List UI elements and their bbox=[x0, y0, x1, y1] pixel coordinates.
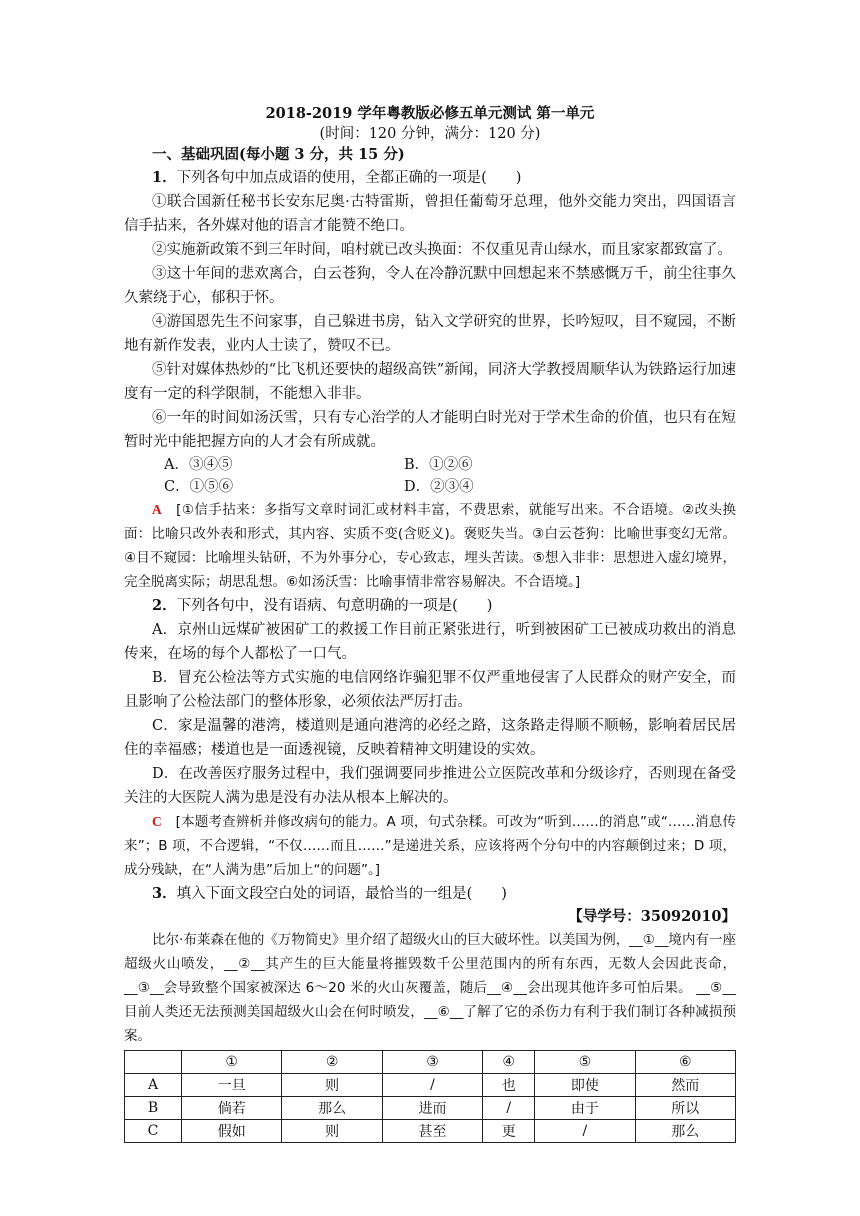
table-cell: 然而 bbox=[635, 1074, 735, 1097]
table-cell: ④ bbox=[483, 1051, 535, 1074]
option-c: C．①⑤⑥ bbox=[164, 479, 234, 495]
table-cell: 也 bbox=[483, 1074, 535, 1097]
table-cell: ② bbox=[282, 1051, 382, 1074]
option-d: D．②③④ bbox=[404, 479, 474, 495]
question-number: 1． bbox=[152, 169, 177, 186]
question-stem: 填入下面文段空白处的词语，最恰当的一组是( ) bbox=[176, 886, 507, 902]
q1-item-5: ⑤针对媒体热炒的“比飞机还要快的超级高铁”新闻，同济大学教授周顺华认为铁路运行加速度有一定的科学限制，不能想入非非。 bbox=[124, 362, 736, 402]
answer-explanation: [本题考查辨析并修改病句的能力。A 项，句式杂糅。可改为“听到……的消息”或“……消息传来”；B 项，不合逻辑，“不仅……而且……”是递进关系，应该将两个分句中的内容颠倒过来；D 项，成分残缺，在“人满为患”后加上“的问题”。] bbox=[124, 814, 736, 878]
section-heading: 一、基础巩固(每小题 3 分，共 15 分) bbox=[152, 146, 405, 163]
table-cell: 倘若 bbox=[182, 1097, 282, 1120]
q2-option-b: B．冒充公检法等方式实施的电信网络诈骗犯罪不仅严重地侵害了人民群众的财产安全，而且影响了公检法部门的整体形象，必须依法严厉打击。 bbox=[124, 670, 736, 710]
question-number: 2． bbox=[152, 597, 177, 614]
q2-option-d: D．在改善医疗服务过程中，我们强调要同步推进公立医院改革和分级诊疗，否则现在备受关注的大医院人满为患是没有办法从根本上解决的。 bbox=[124, 766, 736, 806]
table-row bbox=[125, 1074, 736, 1097]
q1-item-2: ②实施新政策不到三年时间，咱村就已改头换面：不仅重见青山绿水，而且家家都致富了。 bbox=[152, 242, 732, 258]
q1-item-4: ④游国恩先生不问家事，自己躲进书房，钻入文学研究的世界，长吟短叹，目不窥园，不断地有新作发表，业内人士读了，赞叹不已。 bbox=[124, 314, 736, 354]
table-cell: / bbox=[535, 1120, 635, 1143]
q2-option-c: C．家是温馨的港湾，楼道则是通向港湾的必经之路，这条路走得顺不顺畅，影响着居民居住的幸福感；楼道也是一面透视镜，反映着精神文明建设的实效。 bbox=[124, 718, 736, 758]
q1-item-1: ①联合国新任秘书长安东尼奥·古特雷斯，曾担任葡萄牙总理，他外交能力突出，四国语言信手拈来，各外媒对他的语言才能赞不绝口。 bbox=[124, 194, 736, 234]
table-cell: 即使 bbox=[535, 1074, 635, 1097]
question-stem: 下列各句中，没有语病、句意明确的一项是( ) bbox=[176, 598, 493, 614]
table-cell: 那么 bbox=[282, 1097, 382, 1120]
doc-title: 2018-2019 学年粤教版必修五单元测试 第一单元 bbox=[265, 105, 595, 122]
table-cell bbox=[125, 1051, 182, 1074]
answer-letter: C bbox=[152, 814, 162, 829]
q1-answer bbox=[124, 498, 736, 594]
doc-subtitle: (时间：120 分钟，满分：120 分) bbox=[319, 126, 541, 142]
table-row bbox=[125, 1097, 736, 1120]
table-cell: / bbox=[382, 1074, 482, 1097]
q2-answer bbox=[124, 810, 736, 882]
document-page bbox=[124, 104, 736, 1143]
table-cell: C bbox=[125, 1120, 182, 1143]
option-b: B．①②⑥ bbox=[404, 457, 473, 473]
table-header-row bbox=[125, 1051, 736, 1074]
guide-number: 【导学号：35092010】 bbox=[568, 908, 736, 925]
table-cell: ① bbox=[182, 1051, 282, 1074]
option-a: A．③④⑤ bbox=[164, 457, 233, 473]
table-row bbox=[125, 1120, 736, 1143]
table-cell: 假如 bbox=[182, 1120, 282, 1143]
table-cell: 则 bbox=[282, 1074, 382, 1097]
q1-options-row-2 bbox=[164, 476, 736, 498]
table-cell: 一旦 bbox=[182, 1074, 282, 1097]
question-3 bbox=[124, 882, 736, 906]
q2-option-a: A．京州山远煤矿被困矿工的救援工作目前正紧张进行，听到被困矿工已被成功救出的消息传来，在场的每个人都松了一口气。 bbox=[124, 622, 736, 662]
question-1 bbox=[124, 166, 736, 190]
table-cell: / bbox=[483, 1097, 535, 1120]
table-cell: B bbox=[125, 1097, 182, 1120]
table-cell: 所以 bbox=[635, 1097, 735, 1120]
q1-item-3: ③这十年间的悲欢离合，白云苍狗，令人在冷静沉默中回想起来不禁感慨万千，前尘往事久久萦绕于心，郁积于怀。 bbox=[124, 266, 736, 306]
q3-passage: 比尔·布莱森在他的《万物简史》里介绍了超级火山的巨大破坏性。以美国为例，__①__境内有一座超级火山喷发，__②__其产生的巨大能量将摧毁数千公里范围内的所有东西，无数人会因此丧命，__③__会导致整个国家被深达 6～20 米的火山灰覆盖，随后__④__会出现其他许多可怕后果。 __⑤__目前人类还无法预测美国超级火山会在何时喷发，__⑥__了解了它的杀伤力有利于我们制订各种减损预案。 bbox=[124, 932, 736, 1044]
q1-item-6: ⑥一年的时间如汤沃雪，只有专心治学的人才能明白时光对于学术生命的价值，也只有在短暂时光中能把握方向的人才会有所成就。 bbox=[124, 410, 736, 450]
table-cell: A bbox=[125, 1074, 182, 1097]
answer-letter: A bbox=[152, 502, 162, 517]
question-stem: 下列各句中加点成语的使用，全都正确的一项是( ) bbox=[176, 170, 522, 186]
table-cell: ⑤ bbox=[535, 1051, 635, 1074]
answer-table bbox=[124, 1050, 736, 1143]
q1-options-row-1 bbox=[164, 454, 736, 476]
table-cell: ⑥ bbox=[635, 1051, 735, 1074]
table-cell: ③ bbox=[382, 1051, 482, 1074]
table-cell: 由于 bbox=[535, 1097, 635, 1120]
table-cell: 那么 bbox=[635, 1120, 735, 1143]
table-cell: 甚至 bbox=[382, 1120, 482, 1143]
table-cell: 则 bbox=[282, 1120, 382, 1143]
question-2 bbox=[124, 594, 736, 618]
table-cell: 进而 bbox=[382, 1097, 482, 1120]
answer-explanation: [①信手拈来：多指写文章时词汇或材料丰富，不费思索，就能写出来。不合语境。②改头换面：比喻只改外表和形式，其内容、实质不变(含贬义)。褒贬失当。③白云苍狗：比喻世事变幻无常。④目不窥园：比喻埋头钻研，不为外事分心，专心致志，埋头苦读。⑤想入非非：思想进入虚幻境界，完全脱离实际；胡思乱想。⑥如汤沃雪：比喻事情非常容易解决。不合语境。] bbox=[124, 502, 736, 590]
table-cell: 更 bbox=[483, 1120, 535, 1143]
question-number: 3． bbox=[152, 885, 177, 902]
